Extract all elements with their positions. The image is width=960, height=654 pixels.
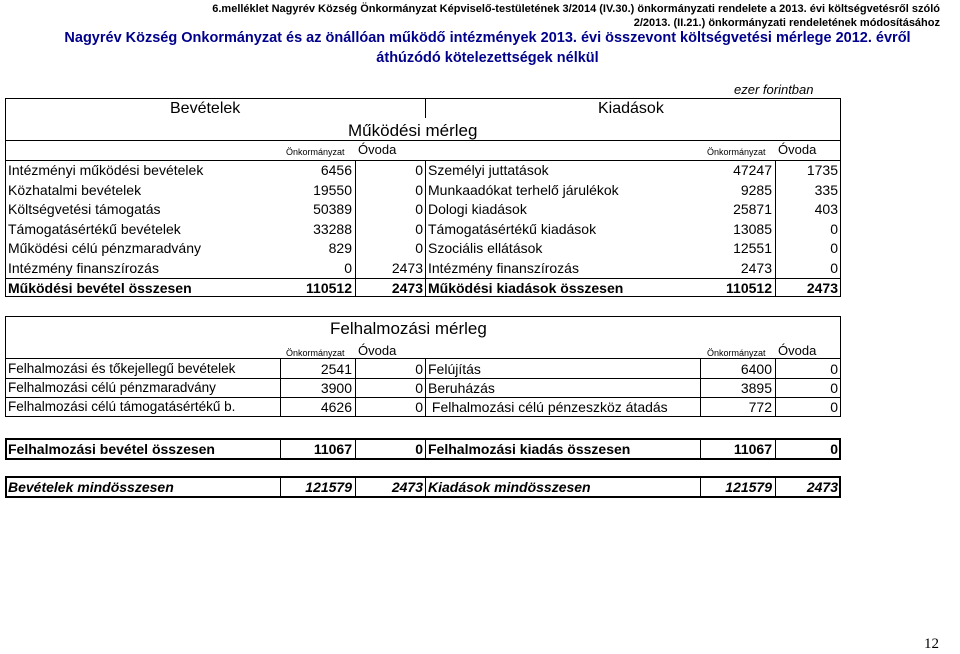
- felh-col-divider-1: [280, 358, 281, 416]
- document-title-line1: Nagyrév Község Onkormányzat és az önállóan működő intézmények 2013. évi összevont költségvetési mérlege 2012. évről: [64, 30, 911, 46]
- rev-onk-value: 33288: [313, 221, 352, 237]
- rev-onk-value: 19550: [313, 182, 352, 198]
- mukodesi-exp-total-ovoda: 2473: [806, 280, 838, 296]
- felh-rev-total-ovoda: 0: [415, 441, 423, 457]
- bevetelek-header: Bevételek: [170, 100, 241, 117]
- rev-ovoda-value: 0: [415, 380, 423, 396]
- felh-left-border: [5, 316, 6, 416]
- rev-onk-value: 0: [344, 260, 352, 276]
- exp-ovoda-value: 0: [830, 240, 838, 256]
- felh-total-left-border: [5, 438, 7, 460]
- mukodesi-exp-total-label: Működési kiadások összesen: [428, 280, 624, 296]
- exp-label: Személyi juttatások: [428, 162, 549, 178]
- felhalmozasi-merleg-title: Felhalmozási mérleg: [330, 319, 487, 338]
- rev-ovoda-header: Óvoda: [358, 142, 397, 157]
- felh-col-divider-3: [425, 358, 426, 416]
- rev-onk-value: 4626: [320, 399, 352, 415]
- rev-onk-value: 3900: [320, 380, 352, 396]
- felh-total-divider-3: [425, 438, 426, 460]
- grand-exp-total-label: Kiadások mindösszesen: [428, 479, 591, 495]
- felh-exp-total-label: Felhalmozási kiadás összesen: [428, 441, 631, 457]
- mukodesi-exp-total-onk: 110512: [726, 280, 772, 296]
- unit-label: ezer forintban: [734, 82, 814, 97]
- rev-label: Támogatásértékű bevételek: [8, 221, 181, 237]
- exp-onk-value: 12551: [733, 240, 772, 256]
- exp-onkormanyzat-header: Önkormányzat: [707, 147, 766, 157]
- exp-ovoda-value: 0: [830, 361, 838, 377]
- exp-label: Munkaadókat terhelő járulékok: [428, 182, 619, 198]
- mukodesi-rev-total-ovoda: 2473: [391, 280, 423, 296]
- rev-label: Felhalmozási és tőkejellegű bevételek: [8, 361, 236, 376]
- felh-total-divider-4: [700, 438, 701, 460]
- grand-exp-total-onk: 121579: [725, 479, 772, 495]
- felh-rev-ovoda-header: Óvoda: [358, 343, 397, 358]
- exp-onk-value: 2473: [740, 260, 772, 276]
- felh-exp-total-ovoda: 0: [830, 441, 838, 457]
- felh-exp-onkormanyzat-header: Önkormányzat: [707, 348, 766, 358]
- grand-rev-total-onk: 121579: [305, 479, 352, 495]
- exp-onk-value: 3895: [740, 380, 772, 396]
- exp-ovoda-header: Óvoda: [778, 142, 817, 157]
- rev-ovoda-value: 2473: [391, 260, 423, 276]
- rev-onk-value: 2541: [320, 361, 352, 377]
- felh-rev-total-label: Felhalmozási bevétel összesen: [8, 441, 215, 457]
- rev-label: Intézmény finanszírozás: [8, 260, 159, 276]
- exp-ovoda-value: 403: [814, 201, 838, 217]
- mukodesi-col-divider-2: [425, 160, 426, 296]
- exp-onk-value: 25871: [733, 201, 772, 217]
- exp-label: Felújítás: [428, 361, 481, 377]
- exp-onk-value: 6400: [740, 361, 772, 377]
- rev-label: Közhatalmi bevételek: [8, 182, 142, 198]
- page-number: 12: [924, 636, 939, 652]
- felh-total-right-border: [839, 438, 841, 460]
- felh-exp-total-onk: 11067: [733, 441, 772, 457]
- rev-label: Felhalmozási célú támogatásértékű b.: [8, 399, 236, 414]
- header-divider: [425, 98, 426, 118]
- table-top-border: [5, 98, 841, 99]
- grand-total-divider-4: [700, 476, 701, 498]
- felh-total-divider-1: [280, 438, 281, 460]
- grand-total-left-border: [5, 476, 7, 498]
- rev-label: Intézményi működési bevételek: [8, 162, 204, 178]
- exp-label: Intézmény finanszírozás: [428, 260, 579, 276]
- exp-ovoda-value: 0: [830, 399, 838, 415]
- kiadasok-header: Kiadások: [598, 100, 664, 117]
- grand-exp-total-ovoda: 2473: [806, 479, 838, 495]
- grand-total-divider-1: [280, 476, 281, 498]
- rev-ovoda-value: 0: [415, 399, 423, 415]
- table-left-border: [5, 98, 6, 296]
- felh-exp-ovoda-header: Óvoda: [778, 343, 817, 358]
- rev-ovoda-value: 0: [415, 361, 423, 377]
- grand-rev-total-ovoda: 2473: [391, 479, 423, 495]
- mukodesi-rev-total-onk: 110512: [306, 280, 352, 296]
- rev-label: Működési célú pénzmaradvány: [8, 240, 201, 256]
- exp-ovoda-value: 0: [830, 221, 838, 237]
- mukodesi-rev-total-label: Működési bevétel összesen: [8, 280, 192, 296]
- rev-onk-value: 6456: [320, 162, 352, 178]
- grand-total-divider-3: [425, 476, 426, 498]
- rev-ovoda-value: 0: [415, 221, 423, 237]
- grand-rev-total-label: Bevételek mindösszesen: [8, 479, 174, 495]
- rev-label: Felhalmozási célú pénzmaradvány: [8, 380, 216, 395]
- exp-onk-value: 13085: [733, 221, 772, 237]
- decree-reference-line1: 6.melléklet Nagyrév Község Önkormányzat Képviselő-testületének 3/2014 (IV.30.) önkormányzati rendelete a 2013. évi költségvetésről szóló: [212, 3, 940, 15]
- rev-ovoda-value: 0: [415, 201, 423, 217]
- decree-reference-line2: 2/2013. (II.21.) önkormányzati rendeletének módosításához: [633, 17, 940, 29]
- exp-onk-value: 9285: [740, 182, 772, 198]
- rev-label: Költségvetési támogatás: [8, 201, 161, 217]
- felh-rev-total-onk: 11067: [313, 441, 352, 457]
- exp-label: Támogatásértékű kiadások: [428, 221, 597, 237]
- rev-ovoda-value: 0: [415, 240, 423, 256]
- rev-onk-value: 50389: [313, 201, 352, 217]
- exp-ovoda-value: 0: [830, 380, 838, 396]
- exp-ovoda-value: 335: [814, 182, 838, 198]
- exp-ovoda-value: 1735: [806, 162, 838, 178]
- felh-col-divider-4: [700, 358, 701, 416]
- felh-top-border: [5, 316, 841, 317]
- table-right-border: [840, 98, 841, 296]
- document-title-line2: áthúzódó kötelezettségek nélkül: [376, 50, 599, 66]
- exp-onk-value: 772: [748, 399, 772, 415]
- rev-onk-value: 829: [328, 240, 352, 256]
- exp-ovoda-value: 0: [830, 260, 838, 276]
- exp-label: Dologi kiadások: [428, 201, 527, 217]
- rev-ovoda-value: 0: [415, 162, 423, 178]
- rev-ovoda-value: 0: [415, 182, 423, 198]
- exp-label: Szociális ellátások: [428, 240, 543, 256]
- felh-right-border: [840, 316, 841, 416]
- exp-label: Felhalmozási célú pénzeszköz átadás: [428, 399, 668, 415]
- rev-onkormanyzat-header: Önkormányzat: [286, 147, 345, 157]
- exp-label: Beruházás: [428, 380, 495, 396]
- felh-rev-onkormanyzat-header: Önkormányzat: [286, 348, 345, 358]
- exp-onk-value: 47247: [733, 162, 772, 178]
- mukodesi-merleg-title: Működési mérleg: [348, 121, 478, 140]
- grand-total-right-border: [839, 476, 841, 498]
